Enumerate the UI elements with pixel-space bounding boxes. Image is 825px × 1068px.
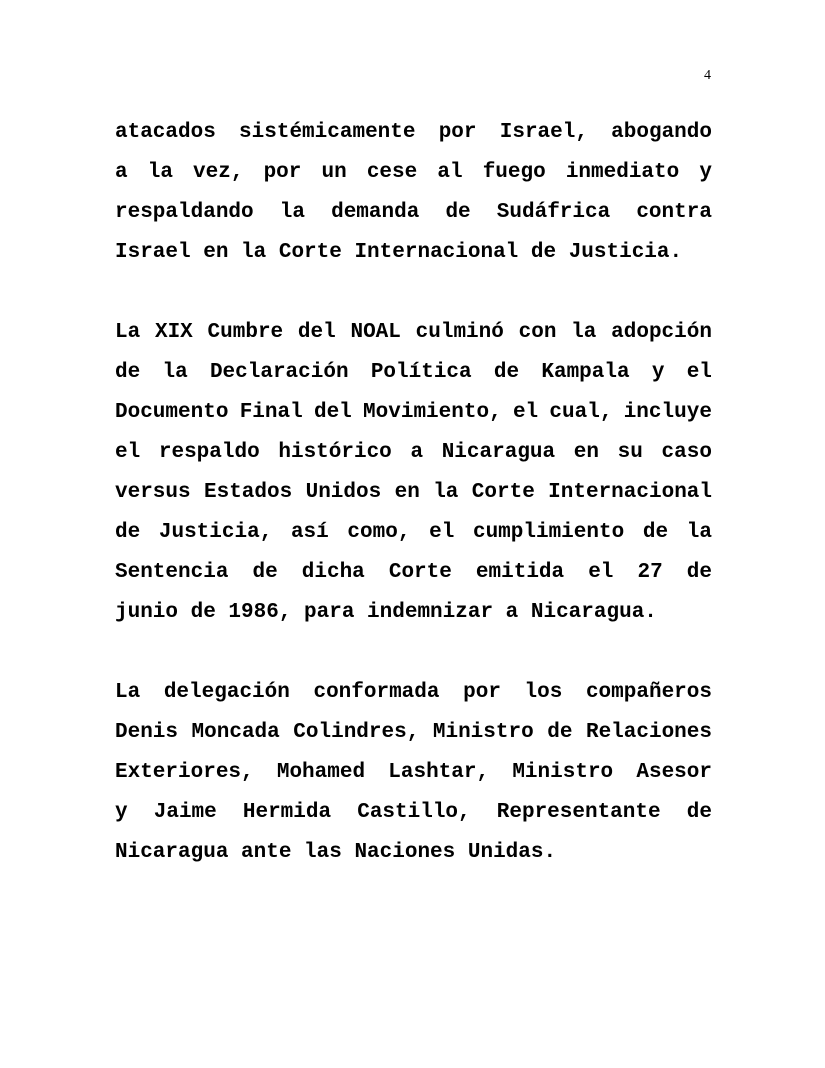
- word: la: [279, 201, 305, 224]
- word: de: [686, 801, 712, 824]
- paragraph-2: [115, 313, 712, 633]
- word: Representante: [496, 801, 661, 824]
- word: la: [571, 321, 597, 344]
- word: 1986,: [228, 601, 292, 624]
- word: de: [445, 201, 471, 224]
- text-line: [115, 513, 712, 553]
- text-line: [115, 833, 712, 873]
- word: inmediato: [565, 161, 680, 184]
- word: conformada: [313, 681, 440, 704]
- word: Movimiento,: [363, 401, 502, 424]
- word: de: [530, 241, 557, 264]
- paragraph-1: [115, 113, 712, 273]
- word: indemnizar: [367, 601, 494, 624]
- word: al: [437, 161, 463, 184]
- word: la: [686, 521, 712, 544]
- text-line: [115, 753, 712, 793]
- word: Mohamed: [276, 761, 366, 784]
- word: Nicaragua: [115, 841, 229, 864]
- word: delegación: [163, 681, 290, 704]
- word: respaldando: [115, 201, 254, 224]
- word: por: [463, 681, 501, 704]
- word: en: [394, 481, 420, 504]
- word: incluye: [623, 401, 712, 424]
- word: Sudáfrica: [496, 201, 611, 224]
- word: fuego: [482, 161, 546, 184]
- word: histórico: [278, 441, 392, 464]
- word: emitida: [475, 561, 565, 584]
- text-line: [115, 713, 712, 753]
- word: Asesor: [636, 761, 712, 784]
- word: Internacional: [548, 481, 712, 504]
- word: su: [617, 441, 643, 464]
- word: el: [588, 561, 614, 584]
- word: los: [524, 681, 563, 704]
- word: con: [518, 321, 557, 344]
- word: adopción: [611, 321, 712, 344]
- word: NOAL: [350, 321, 401, 344]
- word: Colindres,: [293, 721, 420, 744]
- word: La: [115, 321, 141, 344]
- word: a: [410, 441, 424, 464]
- word: contra: [636, 201, 712, 224]
- word: vez,: [193, 161, 244, 184]
- text-line: [115, 673, 712, 713]
- word: del: [313, 401, 352, 424]
- word: Unidos: [305, 481, 382, 504]
- word: Internacional: [354, 241, 519, 264]
- word: culminó: [415, 321, 504, 344]
- word: Cumbre: [207, 321, 284, 344]
- word: compañeros: [585, 681, 712, 704]
- word: atacados: [115, 121, 216, 144]
- word: de: [115, 521, 141, 544]
- word: Declaración: [209, 361, 349, 384]
- word: a: [505, 601, 519, 624]
- word: Estados: [204, 481, 293, 504]
- word: Final: [239, 401, 303, 424]
- word: dicha: [301, 561, 365, 584]
- word: y: [651, 361, 665, 384]
- word: cumplimiento: [472, 521, 625, 544]
- word: por: [438, 121, 477, 144]
- word: la: [241, 241, 267, 264]
- page-number: 4: [704, 68, 711, 83]
- text-line: [115, 313, 712, 353]
- word: Castillo,: [357, 801, 471, 824]
- word: Denis: [115, 721, 179, 744]
- text-line: [115, 593, 712, 633]
- word: la: [162, 361, 188, 384]
- word: caso: [661, 441, 712, 464]
- word: Hermida: [242, 801, 332, 824]
- word: y: [699, 161, 712, 184]
- word: Jaime: [153, 801, 217, 824]
- word: como,: [347, 521, 411, 544]
- word: en: [573, 441, 599, 464]
- word: junio: [115, 601, 179, 624]
- word: Kampala: [541, 361, 630, 384]
- text-line: [115, 193, 712, 233]
- text-line: [115, 433, 712, 473]
- word: de: [190, 601, 216, 624]
- word: Ministro: [432, 721, 534, 744]
- word: Sentencia: [115, 561, 229, 584]
- word: Nicaragua.: [530, 601, 657, 624]
- word: para: [304, 601, 355, 624]
- word: por: [263, 161, 302, 184]
- document-body: [115, 113, 712, 913]
- word: Justicia.: [568, 241, 683, 264]
- word: la: [433, 481, 459, 504]
- word: ante: [241, 841, 292, 864]
- word: en: [203, 241, 229, 264]
- text-line: [115, 793, 712, 833]
- text-line: [115, 153, 712, 193]
- word: Moncada: [191, 721, 280, 744]
- word: abogando: [611, 121, 712, 144]
- word: Relaciones: [585, 721, 712, 744]
- word: Exteriores,: [115, 761, 254, 784]
- word: el: [115, 441, 141, 464]
- word: sistémicamente: [239, 121, 416, 144]
- word: 27: [637, 561, 663, 584]
- word: Israel,: [499, 121, 588, 144]
- word: de: [115, 361, 141, 384]
- word: cual,: [549, 401, 613, 424]
- word: Corte: [388, 561, 452, 584]
- word: Ministro: [512, 761, 614, 784]
- word: Unidas.: [467, 841, 557, 864]
- word: de: [686, 561, 712, 584]
- word: Corte: [278, 241, 342, 264]
- word: la: [147, 161, 173, 184]
- word: Nicaragua: [441, 441, 556, 464]
- word: a: [115, 161, 128, 184]
- text-line: [115, 473, 712, 513]
- paragraph-3: [115, 673, 712, 873]
- word: demanda: [331, 201, 420, 224]
- word: versus: [115, 481, 191, 504]
- word: el: [429, 521, 455, 544]
- word: del: [297, 321, 336, 344]
- word: el: [512, 401, 539, 424]
- word: de: [642, 521, 669, 544]
- word: cese: [366, 161, 418, 184]
- word: XIX: [154, 321, 193, 344]
- word: Lashtar,: [388, 761, 490, 784]
- word: de: [547, 721, 573, 744]
- word: Israel: [115, 241, 191, 264]
- word: las: [304, 841, 342, 864]
- word: de: [252, 561, 278, 584]
- word: de: [493, 361, 520, 384]
- word: un: [321, 161, 347, 184]
- word: y: [115, 801, 128, 824]
- word: Naciones: [354, 841, 456, 864]
- text-line: [115, 233, 712, 273]
- word: La: [115, 681, 141, 704]
- word: Justicia,: [158, 521, 273, 544]
- word: así: [290, 521, 329, 544]
- text-line: [115, 353, 712, 393]
- text-line: [115, 113, 712, 153]
- text-line: [115, 393, 712, 433]
- word: Política: [370, 361, 472, 384]
- word: el: [686, 361, 712, 384]
- text-line: [115, 553, 712, 593]
- word: Documento: [115, 401, 229, 424]
- word: respaldo: [158, 441, 260, 464]
- word: Corte: [471, 481, 535, 504]
